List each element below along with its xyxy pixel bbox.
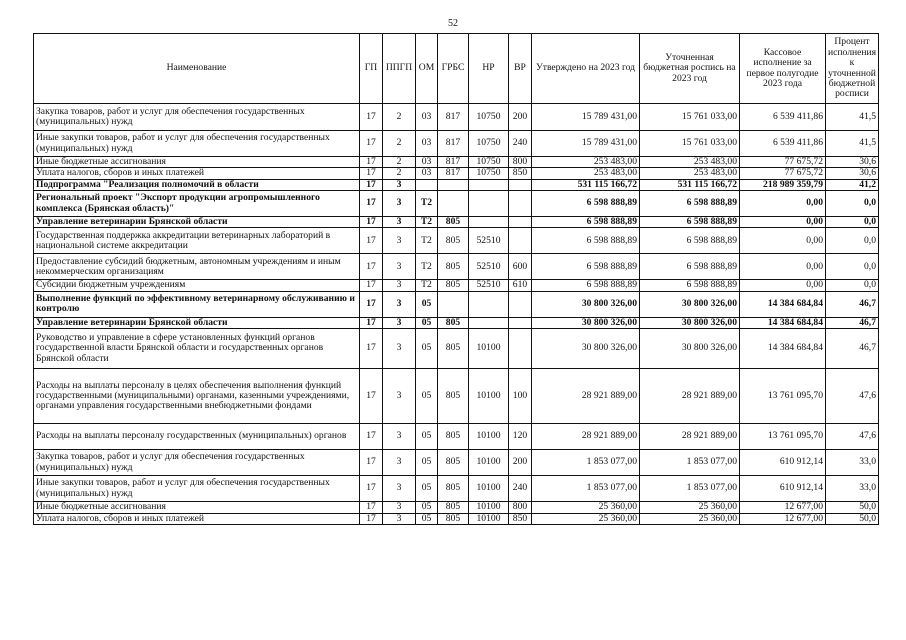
cell-cash: 77 675,72 (740, 157, 826, 168)
table-row (34, 280, 879, 291)
cell-om: 05 (416, 476, 438, 502)
cell-gp: 17 (360, 369, 383, 424)
cell-vr: 240 (509, 476, 532, 502)
cell-gp: 17 (360, 168, 383, 179)
cell-ppgp: 3 (383, 280, 416, 291)
header-om: ОМ (416, 34, 438, 104)
cell-np: 10100 (469, 513, 509, 524)
cell-name: Уплата налогов, сборов и иных платежей (34, 513, 360, 524)
cell-gp: 17 (360, 513, 383, 524)
table-row (34, 502, 879, 513)
header-gp: ГП (360, 34, 383, 104)
header-vr: ВР (509, 34, 532, 104)
cell-name: Управление ветеринарии Брянской области (34, 317, 360, 328)
cell-cash: 14 384 684,84 (740, 291, 826, 317)
cell-percent: 46,7 (826, 291, 879, 317)
cell-np: 10100 (469, 424, 509, 450)
cell-np: 10750 (469, 104, 509, 131)
header-np: НР (469, 34, 509, 104)
cell-grbs: 817 (438, 157, 469, 168)
cell-np: 10100 (469, 450, 509, 476)
cell-ppgp: 3 (383, 450, 416, 476)
cell-om: T2 (416, 217, 438, 228)
cell-grbs (438, 179, 469, 190)
cell-om: 03 (416, 168, 438, 179)
cell-ppgp: 3 (383, 476, 416, 502)
cell-name: Иные закупки товаров, работ и услуг для обеспечения государственных (муниципальных) нужд (34, 476, 360, 502)
cell-np: 10750 (469, 157, 509, 168)
table-row (34, 179, 879, 190)
cell-ppgp: 3 (383, 369, 416, 424)
cell-cash: 12 677,00 (740, 513, 826, 524)
cell-cash: 0,00 (740, 217, 826, 228)
cell-ppgp: 3 (383, 179, 416, 190)
cell-approved: 6 598 888,89 (532, 191, 640, 217)
cell-approved: 25 360,00 (532, 502, 640, 513)
cell-ppgp: 2 (383, 157, 416, 168)
cell-percent: 47,6 (826, 369, 879, 424)
cell-cash: 0,00 (740, 191, 826, 217)
cell-np (469, 291, 509, 317)
cell-refined: 531 115 166,72 (640, 179, 740, 190)
cell-approved: 531 115 166,72 (532, 179, 640, 190)
cell-ppgp: 3 (383, 502, 416, 513)
header-name: Наименование (34, 34, 360, 104)
table-row (34, 291, 879, 317)
cell-name: Подпрограмма "Реализация полномочий в области (34, 179, 360, 190)
cell-refined: 253 483,00 (640, 157, 740, 168)
cell-percent: 0,0 (826, 228, 879, 254)
cell-refined: 6 598 888,89 (640, 217, 740, 228)
cell-vr (509, 291, 532, 317)
cell-grbs: 805 (438, 424, 469, 450)
cell-name: Закупка товаров, работ и услуг для обеспечения государственных (муниципальных) нужд (34, 104, 360, 131)
cell-np: 10100 (469, 502, 509, 513)
cell-percent: 0,0 (826, 254, 879, 280)
cell-grbs: 805 (438, 228, 469, 254)
header-percent: Процент исполнения к уточненной бюджетной росписи (826, 34, 879, 104)
cell-refined: 25 360,00 (640, 513, 740, 524)
cell-vr: 850 (509, 513, 532, 524)
cell-cash: 0,00 (740, 228, 826, 254)
cell-name: Управление ветеринарии Брянской области (34, 217, 360, 228)
cell-approved: 253 483,00 (532, 168, 640, 179)
cell-om: 05 (416, 502, 438, 513)
cell-om: 03 (416, 157, 438, 168)
cell-refined: 6 598 888,89 (640, 254, 740, 280)
cell-np: 10100 (469, 369, 509, 424)
cell-percent: 46,7 (826, 329, 879, 369)
cell-grbs: 805 (438, 280, 469, 291)
cell-refined: 1 853 077,00 (640, 450, 740, 476)
cell-name: Предоставление субсидий бюджетным, автономным учреждениям и иным некоммерческим организациям (34, 254, 360, 280)
table-row (34, 104, 879, 131)
table-row (34, 254, 879, 280)
cell-approved: 6 598 888,89 (532, 280, 640, 291)
cell-vr (509, 179, 532, 190)
cell-percent: 30,6 (826, 157, 879, 168)
cell-name: Государственная поддержка аккредитации ветеринарных лабораторий в национальной системе аккредитации (34, 228, 360, 254)
cell-name: Расходы на выплаты персоналу в целях обеспечения выполнения функций государственными (муниципальными) органами, казенными учреждениями, органами управления государственными внебюджетными фондами (34, 369, 360, 424)
cell-grbs: 817 (438, 168, 469, 179)
cell-vr: 100 (509, 369, 532, 424)
cell-om: 05 (416, 317, 438, 328)
cell-vr: 850 (509, 168, 532, 179)
cell-gp: 17 (360, 280, 383, 291)
cell-gp: 17 (360, 329, 383, 369)
cell-ppgp: 3 (383, 317, 416, 328)
cell-refined: 6 598 888,89 (640, 228, 740, 254)
cell-vr: 800 (509, 157, 532, 168)
cell-refined: 15 761 033,00 (640, 104, 740, 131)
cell-om: 05 (416, 450, 438, 476)
cell-np (469, 179, 509, 190)
table-row (34, 424, 879, 450)
cell-np (469, 317, 509, 328)
cell-refined: 6 598 888,89 (640, 280, 740, 291)
cell-name: Выполнение функций по эффективному ветеринарному обслуживанию и контролю (34, 291, 360, 317)
cell-om: 05 (416, 369, 438, 424)
cell-grbs: 805 (438, 317, 469, 328)
cell-om: 03 (416, 131, 438, 157)
cell-om: 05 (416, 513, 438, 524)
header-ppgp: ППГП (383, 34, 416, 104)
cell-np (469, 191, 509, 217)
cell-cash: 610 912,14 (740, 450, 826, 476)
cell-name: Региональный проект "Экспорт продукции агропромышленного комплекса (Брянская область)" (34, 191, 360, 217)
header-approved: Утверждено на 2023 год (532, 34, 640, 104)
cell-approved: 30 800 326,00 (532, 329, 640, 369)
cell-grbs: 805 (438, 513, 469, 524)
cell-om: 03 (416, 104, 438, 131)
cell-cash: 610 912,14 (740, 476, 826, 502)
cell-vr (509, 317, 532, 328)
cell-approved: 28 921 889,00 (532, 424, 640, 450)
table-row (34, 329, 879, 369)
cell-refined: 30 800 326,00 (640, 291, 740, 317)
table-row (34, 317, 879, 328)
cell-gp: 17 (360, 254, 383, 280)
cell-vr (509, 329, 532, 369)
cell-refined: 28 921 889,00 (640, 369, 740, 424)
cell-gp: 17 (360, 157, 383, 168)
cell-approved: 6 598 888,89 (532, 254, 640, 280)
cell-refined: 30 800 326,00 (640, 317, 740, 328)
cell-np: 10750 (469, 168, 509, 179)
cell-percent: 0,0 (826, 280, 879, 291)
cell-grbs: 817 (438, 131, 469, 157)
table-row (34, 157, 879, 168)
cell-np: 10100 (469, 476, 509, 502)
table-row (34, 450, 879, 476)
cell-percent: 0,0 (826, 191, 879, 217)
cell-approved: 30 800 326,00 (532, 317, 640, 328)
cell-name: Субсидии бюджетным учреждениям (34, 280, 360, 291)
cell-cash: 218 989 359,79 (740, 179, 826, 190)
cell-grbs: 805 (438, 329, 469, 369)
cell-cash: 13 761 095,70 (740, 369, 826, 424)
cell-name: Закупка товаров, работ и услуг для обеспечения государственных (муниципальных) нужд (34, 450, 360, 476)
table-row (34, 369, 879, 424)
cell-grbs: 805 (438, 217, 469, 228)
cell-ppgp: 3 (383, 217, 416, 228)
cell-percent: 50,0 (826, 502, 879, 513)
cell-gp: 17 (360, 502, 383, 513)
cell-percent: 33,0 (826, 450, 879, 476)
cell-percent: 46,7 (826, 317, 879, 328)
cell-percent: 30,6 (826, 168, 879, 179)
table-row (34, 217, 879, 228)
cell-ppgp: 3 (383, 291, 416, 317)
table-row (34, 131, 879, 157)
cell-percent: 50,0 (826, 513, 879, 524)
cell-percent: 47,6 (826, 424, 879, 450)
cell-np: 52510 (469, 254, 509, 280)
cell-name: Расходы на выплаты персоналу государственных (муниципальных) органов (34, 424, 360, 450)
cell-gp: 17 (360, 291, 383, 317)
cell-cash: 14 384 684,84 (740, 329, 826, 369)
cell-refined: 28 921 889,00 (640, 424, 740, 450)
cell-vr: 240 (509, 131, 532, 157)
table-row (34, 168, 879, 179)
cell-gp: 17 (360, 424, 383, 450)
cell-vr (509, 217, 532, 228)
cell-refined: 25 360,00 (640, 502, 740, 513)
cell-om: 05 (416, 424, 438, 450)
table-header-row (34, 34, 879, 104)
cell-om: T2 (416, 228, 438, 254)
cell-refined: 6 598 888,89 (640, 191, 740, 217)
cell-vr: 610 (509, 280, 532, 291)
cell-vr: 600 (509, 254, 532, 280)
cell-approved: 1 853 077,00 (532, 450, 640, 476)
cell-gp: 17 (360, 228, 383, 254)
cell-name: Иные бюджетные ассигнования (34, 157, 360, 168)
cell-approved: 15 789 431,00 (532, 131, 640, 157)
cell-approved: 1 853 077,00 (532, 476, 640, 502)
cell-np: 10100 (469, 329, 509, 369)
cell-percent: 33,0 (826, 476, 879, 502)
cell-grbs: 805 (438, 254, 469, 280)
budget-execution-table (33, 33, 879, 525)
cell-cash: 0,00 (740, 254, 826, 280)
cell-om: T2 (416, 254, 438, 280)
cell-cash: 14 384 684,84 (740, 317, 826, 328)
header-grbs: ГРБС (438, 34, 469, 104)
cell-grbs: 805 (438, 502, 469, 513)
cell-om: T2 (416, 280, 438, 291)
cell-grbs (438, 191, 469, 217)
header-cash: Кассовое исполнение за первое полугодие 2023 года (740, 34, 826, 104)
cell-gp: 17 (360, 179, 383, 190)
cell-percent: 0,0 (826, 217, 879, 228)
cell-gp: 17 (360, 191, 383, 217)
cell-refined: 1 853 077,00 (640, 476, 740, 502)
cell-gp: 17 (360, 317, 383, 328)
cell-approved: 6 598 888,89 (532, 217, 640, 228)
cell-vr (509, 191, 532, 217)
cell-np: 52510 (469, 228, 509, 254)
cell-name: Руководство и управление в сфере установленных функций органов государственной власти Брянской области и государственных органов Брянской области (34, 329, 360, 369)
cell-cash: 0,00 (740, 280, 826, 291)
cell-vr: 800 (509, 502, 532, 513)
table-row (34, 513, 879, 524)
cell-gp: 17 (360, 476, 383, 502)
cell-vr: 120 (509, 424, 532, 450)
cell-gp: 17 (360, 104, 383, 131)
cell-om: 05 (416, 291, 438, 317)
cell-gp: 17 (360, 450, 383, 476)
cell-ppgp: 3 (383, 513, 416, 524)
cell-cash: 6 539 411,86 (740, 131, 826, 157)
cell-grbs: 805 (438, 476, 469, 502)
cell-ppgp: 3 (383, 424, 416, 450)
cell-percent: 41,2 (826, 179, 879, 190)
cell-gp: 17 (360, 217, 383, 228)
cell-cash: 77 675,72 (740, 168, 826, 179)
cell-grbs: 805 (438, 450, 469, 476)
cell-gp: 17 (360, 131, 383, 157)
cell-np: 10750 (469, 131, 509, 157)
cell-cash: 12 677,00 (740, 502, 826, 513)
cell-vr (509, 228, 532, 254)
cell-ppgp: 3 (383, 228, 416, 254)
cell-approved: 253 483,00 (532, 157, 640, 168)
cell-cash: 13 761 095,70 (740, 424, 826, 450)
cell-ppgp: 3 (383, 329, 416, 369)
cell-percent: 41,5 (826, 131, 879, 157)
cell-refined: 15 761 033,00 (640, 131, 740, 157)
cell-refined: 253 483,00 (640, 168, 740, 179)
cell-approved: 25 360,00 (532, 513, 640, 524)
table-row (34, 191, 879, 217)
cell-percent: 41,5 (826, 104, 879, 131)
header-refined: Уточненная бюджетная роспись на 2023 год (640, 34, 740, 104)
cell-vr: 200 (509, 104, 532, 131)
cell-grbs: 805 (438, 369, 469, 424)
cell-name: Иные закупки товаров, работ и услуг для обеспечения государственных (муниципальных) нужд (34, 131, 360, 157)
cell-approved: 28 921 889,00 (532, 369, 640, 424)
cell-ppgp: 2 (383, 104, 416, 131)
cell-approved: 6 598 888,89 (532, 228, 640, 254)
cell-approved: 30 800 326,00 (532, 291, 640, 317)
cell-vr: 200 (509, 450, 532, 476)
cell-name: Иные бюджетные ассигнования (34, 502, 360, 513)
cell-om: 05 (416, 329, 438, 369)
cell-refined: 30 800 326,00 (640, 329, 740, 369)
cell-ppgp: 2 (383, 168, 416, 179)
cell-ppgp: 3 (383, 254, 416, 280)
table-body (34, 104, 879, 525)
cell-grbs: 817 (438, 104, 469, 131)
page-number: 52 (448, 18, 458, 29)
cell-np (469, 217, 509, 228)
table-row (34, 476, 879, 502)
cell-np: 52510 (469, 280, 509, 291)
cell-om (416, 179, 438, 190)
cell-approved: 15 789 431,00 (532, 104, 640, 131)
cell-cash: 6 539 411,86 (740, 104, 826, 131)
cell-grbs (438, 291, 469, 317)
table-row (34, 228, 879, 254)
cell-ppgp: 2 (383, 131, 416, 157)
cell-ppgp: 3 (383, 191, 416, 217)
cell-om: T2 (416, 191, 438, 217)
cell-name: Уплата налогов, сборов и иных платежей (34, 168, 360, 179)
